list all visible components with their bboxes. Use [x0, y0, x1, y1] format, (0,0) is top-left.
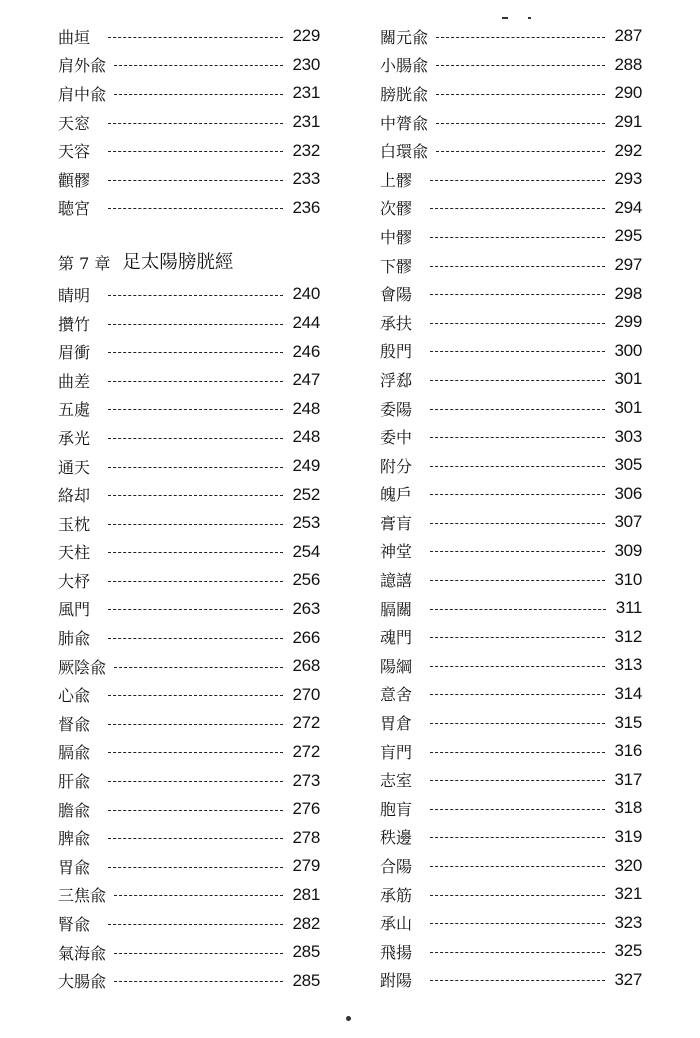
- toc-entry: [58, 423, 320, 452]
- toc-entry: [380, 565, 642, 594]
- dot-leader: [114, 895, 283, 896]
- toc-entry: [380, 823, 642, 852]
- page-number: 295: [614, 226, 642, 246]
- toc-entry: [380, 108, 642, 137]
- page-number: 305: [614, 455, 642, 475]
- entry-name: 肓門: [380, 742, 413, 762]
- page-number: 299: [614, 312, 642, 332]
- entry-name: 眉衝: [58, 343, 91, 363]
- dot-leader: [430, 494, 605, 495]
- dot-leader: [436, 37, 605, 38]
- toc-entry: [58, 452, 320, 481]
- entry-name: 膈關: [380, 599, 413, 619]
- entry-name: 大腸兪: [58, 972, 107, 992]
- page-number: 231: [292, 83, 320, 103]
- entry-name: 膀胱兪: [380, 84, 429, 104]
- toc-entry: [380, 651, 642, 680]
- toc-entry: [58, 595, 320, 624]
- toc-entry: [380, 79, 642, 108]
- dot-leader: [430, 523, 605, 524]
- page-number: 266: [292, 627, 320, 647]
- dot-leader: [108, 37, 283, 38]
- scan-speck: [346, 1016, 351, 1021]
- dot-leader: [430, 952, 605, 953]
- page-number: 311: [615, 598, 642, 618]
- toc-entry: [58, 280, 320, 309]
- page-number: 285: [292, 942, 320, 962]
- page-number: 252: [292, 484, 320, 504]
- toc-left-column: [58, 22, 320, 995]
- dot-leader: [108, 208, 283, 209]
- dot-leader: [430, 780, 605, 781]
- page-number: 317: [614, 769, 642, 789]
- entry-name: 飛揚: [380, 942, 413, 962]
- toc-entry: [380, 451, 642, 480]
- entry-name: 天柱: [58, 543, 91, 563]
- entry-name: 肩外兪: [58, 56, 107, 76]
- dot-leader: [108, 781, 283, 782]
- toc-entry: [58, 709, 320, 738]
- page-number: 285: [292, 970, 320, 990]
- dot-leader: [108, 381, 283, 382]
- entry-name: 浮郄: [380, 370, 413, 390]
- chapter-title: 足太陽膀胱經: [122, 252, 234, 274]
- entry-name: 承扶: [380, 313, 413, 333]
- page-number: 281: [292, 884, 320, 904]
- toc-entry: [380, 708, 642, 737]
- page-number: 327: [614, 969, 642, 989]
- entry-name: 聴宮: [58, 199, 91, 219]
- toc-entry: [58, 795, 320, 824]
- dot-leader: [108, 638, 283, 639]
- dot-leader: [430, 980, 605, 981]
- dot-leader: [436, 94, 605, 95]
- dot-leader: [108, 123, 283, 124]
- dot-leader: [436, 123, 605, 124]
- entry-name: 曲垣: [58, 27, 91, 47]
- toc-entry: [380, 480, 642, 509]
- dot-leader: [430, 351, 605, 352]
- entry-name: 神堂: [380, 542, 413, 562]
- page-number: 249: [292, 456, 320, 476]
- entry-name: 委陽: [380, 399, 413, 419]
- toc-entry: [380, 937, 642, 966]
- page-number: 310: [614, 569, 642, 589]
- page-number: 303: [614, 426, 642, 446]
- toc-entry: [58, 79, 320, 108]
- entry-name: 五處: [58, 400, 91, 420]
- entry-name: 天容: [58, 142, 91, 162]
- page-number: 248: [292, 427, 320, 447]
- page-number: 236: [292, 197, 320, 217]
- entry-name: 胃兪: [58, 857, 91, 877]
- page-number: 300: [614, 340, 642, 360]
- dot-leader: [430, 923, 605, 924]
- toc-entry: [380, 966, 642, 995]
- entry-name: 附分: [380, 456, 413, 476]
- dot-leader: [430, 466, 605, 467]
- dot-leader: [430, 723, 605, 724]
- entry-name: 會陽: [380, 285, 413, 305]
- entry-name: 大杼: [58, 571, 91, 591]
- dot-leader: [430, 551, 605, 552]
- entry-name: 中髎: [380, 227, 413, 247]
- toc-entry: [380, 537, 642, 566]
- entry-name: 魄戶: [380, 485, 413, 505]
- toc-entry: [380, 880, 642, 909]
- toc-entry: [380, 194, 642, 223]
- page-number: 320: [614, 855, 642, 875]
- toc-entry: [58, 538, 320, 567]
- page-number: 263: [292, 598, 320, 618]
- toc-entry: [380, 51, 642, 80]
- toc-entry: [380, 337, 642, 366]
- page-number: 315: [614, 712, 642, 732]
- toc-entry: [58, 966, 320, 995]
- page-number: 240: [292, 284, 320, 304]
- page-number: 325: [614, 941, 642, 961]
- page-number: 231: [292, 112, 320, 132]
- dot-leader: [430, 895, 605, 896]
- toc-entry: [380, 851, 642, 880]
- entry-name: 下髎: [380, 256, 413, 276]
- page-number: 297: [614, 255, 642, 275]
- entry-name: 督兪: [58, 714, 91, 734]
- entry-name: 膈兪: [58, 743, 91, 763]
- dot-leader: [108, 352, 283, 353]
- dot-leader: [108, 581, 283, 582]
- page-number: 316: [614, 741, 642, 761]
- entry-name: 承筋: [380, 885, 413, 905]
- page-number: 314: [614, 683, 642, 703]
- dot-leader: [108, 324, 283, 325]
- toc-right-column: [380, 22, 642, 994]
- toc-entry: [58, 194, 320, 223]
- dot-leader: [108, 180, 283, 181]
- toc-entry: [380, 308, 642, 337]
- toc-entry: [380, 594, 642, 623]
- entry-name: 承光: [58, 428, 91, 448]
- page-number: 321: [614, 884, 642, 904]
- dot-leader: [430, 666, 605, 667]
- page-number: 253: [292, 513, 320, 533]
- dot-leader: [436, 151, 605, 152]
- toc-entry: [380, 165, 642, 194]
- page-number: 323: [614, 912, 642, 932]
- dot-leader: [114, 667, 283, 668]
- page-number: 291: [614, 112, 642, 132]
- dot-leader: [430, 237, 605, 238]
- page-number: 301: [614, 398, 642, 418]
- dot-leader: [108, 695, 283, 696]
- dot-leader: [430, 409, 605, 410]
- dot-leader: [108, 724, 283, 725]
- entry-name: 跗陽: [380, 971, 413, 991]
- dot-leader: [108, 867, 283, 868]
- entry-name: 肩中兪: [58, 84, 107, 104]
- dot-leader: [430, 580, 605, 581]
- toc-entry: [58, 337, 320, 366]
- dot-leader: [114, 65, 283, 66]
- entry-name: 睛明: [58, 285, 91, 305]
- entry-name: 膽兪: [58, 800, 91, 820]
- entry-name: 肝兪: [58, 772, 91, 792]
- entry-name: 中膂兪: [380, 113, 429, 133]
- dot-leader: [108, 151, 283, 152]
- entry-name: 曲差: [58, 371, 91, 391]
- dot-leader: [430, 380, 605, 381]
- toc-entry: [380, 508, 642, 537]
- entry-name: 魂門: [380, 628, 413, 648]
- dot-leader: [430, 323, 605, 324]
- toc-list-after-chapter: [58, 280, 320, 995]
- entry-name: 絡却: [58, 486, 91, 506]
- toc-entry: [380, 394, 642, 423]
- toc-entry: [380, 908, 642, 937]
- dot-leader: [430, 637, 605, 638]
- page-number: 230: [292, 54, 320, 74]
- entry-name: 厥陰兪: [58, 657, 107, 677]
- entry-name: 玉枕: [58, 514, 91, 534]
- page-number: 307: [614, 512, 642, 532]
- entry-name: 三焦兪: [58, 886, 107, 906]
- page-number: 278: [292, 827, 320, 847]
- toc-entry: [380, 737, 642, 766]
- dot-leader: [108, 838, 283, 839]
- toc-entry: [380, 422, 642, 451]
- toc-entry: [380, 680, 642, 709]
- dot-leader: [108, 409, 283, 410]
- entry-name: 次髎: [380, 199, 413, 219]
- dot-leader: [108, 524, 283, 525]
- dot-leader: [108, 924, 283, 925]
- dot-leader: [114, 981, 283, 982]
- toc-entry: [58, 22, 320, 51]
- page-number: 318: [614, 798, 642, 818]
- toc-list: [380, 22, 642, 994]
- dot-leader: [108, 609, 283, 610]
- entry-name: 志室: [380, 771, 413, 791]
- toc-entry: [58, 480, 320, 509]
- toc-entry: [58, 366, 320, 395]
- page-number: 268: [292, 656, 320, 676]
- scan-speck: [502, 17, 508, 19]
- page-number: 254: [292, 541, 320, 561]
- page-number: 270: [292, 684, 320, 704]
- page-number: 288: [614, 54, 642, 74]
- dot-leader: [108, 295, 283, 296]
- page-number: 312: [614, 626, 642, 646]
- page-number: 247: [292, 370, 320, 390]
- dot-leader: [430, 294, 605, 295]
- toc-entry: [380, 136, 642, 165]
- dot-leader: [108, 752, 283, 753]
- toc-entry: [380, 279, 642, 308]
- page-number: 294: [614, 197, 642, 217]
- toc-list-before-chapter: [58, 22, 320, 222]
- dot-leader: [430, 609, 606, 610]
- entry-name: 上髎: [380, 170, 413, 190]
- entry-name: 承山: [380, 914, 413, 934]
- toc-entry: [58, 108, 320, 137]
- entry-name: 天窓: [58, 113, 91, 133]
- dot-leader: [114, 94, 283, 95]
- page-number: 287: [614, 26, 642, 46]
- page-number: 273: [292, 770, 320, 790]
- toc-entry: [380, 794, 642, 823]
- entry-name: 關元兪: [380, 27, 429, 47]
- page-number: 246: [292, 341, 320, 361]
- dot-leader: [430, 866, 605, 867]
- dot-leader: [108, 438, 283, 439]
- entry-name: 氣海兪: [58, 943, 107, 963]
- page-number: 272: [292, 713, 320, 733]
- entry-name: 攢竹: [58, 314, 91, 334]
- toc-entry: [58, 738, 320, 767]
- page-number: 290: [614, 83, 642, 103]
- entry-name: 脾兪: [58, 829, 91, 849]
- dot-leader: [430, 694, 605, 695]
- entry-name: 意舍: [380, 685, 413, 705]
- dot-leader: [108, 552, 283, 553]
- toc-entry: [58, 566, 320, 595]
- chapter-number: 第 7 章: [58, 254, 111, 274]
- toc-entry: [58, 680, 320, 709]
- dot-leader: [430, 837, 605, 838]
- toc-entry: [380, 622, 642, 651]
- page-number: 319: [614, 826, 642, 846]
- page-number: 229: [292, 26, 320, 46]
- entry-name: 白環兪: [380, 142, 429, 162]
- dot-leader: [430, 180, 605, 181]
- entry-name: 殷門: [380, 342, 413, 362]
- dot-leader: [430, 437, 605, 438]
- dot-leader: [108, 495, 283, 496]
- toc-entry: [58, 309, 320, 338]
- entry-name: 顴髎: [58, 170, 91, 190]
- page-number: 313: [614, 655, 642, 675]
- scan-speck: [528, 17, 531, 19]
- toc-entry: [58, 938, 320, 967]
- toc-entry: [58, 395, 320, 424]
- entry-name: 小腸兪: [380, 56, 429, 76]
- dot-leader: [430, 208, 605, 209]
- entry-name: 肺兪: [58, 629, 91, 649]
- toc-entry: [58, 652, 320, 681]
- toc-entry: [58, 136, 320, 165]
- toc-entry: [58, 509, 320, 538]
- page-number: 248: [292, 398, 320, 418]
- page-number: 272: [292, 741, 320, 761]
- entry-name: 委中: [380, 428, 413, 448]
- dot-leader: [108, 810, 283, 811]
- page-number: 232: [292, 140, 320, 160]
- entry-name: 譩譆: [380, 571, 413, 591]
- page-number: 256: [292, 570, 320, 590]
- toc-entry: [380, 222, 642, 251]
- entry-name: 腎兪: [58, 915, 91, 935]
- toc-entry: [58, 852, 320, 881]
- dot-leader: [436, 65, 605, 66]
- entry-name: 胃倉: [380, 714, 413, 734]
- page-number: 244: [292, 313, 320, 333]
- entry-name: 心兪: [58, 686, 91, 706]
- page-number: 292: [614, 140, 642, 160]
- dot-leader: [430, 266, 605, 267]
- dot-leader: [108, 467, 283, 468]
- entry-name: 秩邊: [380, 828, 413, 848]
- page-number: 309: [614, 540, 642, 560]
- dot-leader: [430, 752, 605, 753]
- toc-entry: [58, 909, 320, 938]
- entry-name: 膏肓: [380, 513, 413, 533]
- page-number: 233: [292, 169, 320, 189]
- page-number: 276: [292, 799, 320, 819]
- toc-entry: [58, 766, 320, 795]
- page-number: 293: [614, 169, 642, 189]
- toc-entry: [380, 22, 642, 51]
- toc-entry: [380, 251, 642, 280]
- entry-name: 通天: [58, 457, 91, 477]
- toc-entry: [380, 765, 642, 794]
- dot-leader: [430, 809, 605, 810]
- toc-entry: [58, 623, 320, 652]
- page-number: 306: [614, 483, 642, 503]
- entry-name: 胞肓: [380, 799, 413, 819]
- chapter-heading: [58, 236, 320, 280]
- page-number: 282: [292, 913, 320, 933]
- page-number: 298: [614, 283, 642, 303]
- entry-name: 陽綱: [380, 656, 413, 676]
- toc-entry: [58, 165, 320, 194]
- dot-leader: [114, 953, 283, 954]
- entry-name: 合陽: [380, 857, 413, 877]
- toc-entry: [58, 881, 320, 910]
- page-number: 301: [614, 369, 642, 389]
- toc-entry: [58, 51, 320, 80]
- entry-name: 風門: [58, 600, 91, 620]
- page-number: 279: [292, 856, 320, 876]
- toc-entry: [380, 365, 642, 394]
- toc-entry: [58, 823, 320, 852]
